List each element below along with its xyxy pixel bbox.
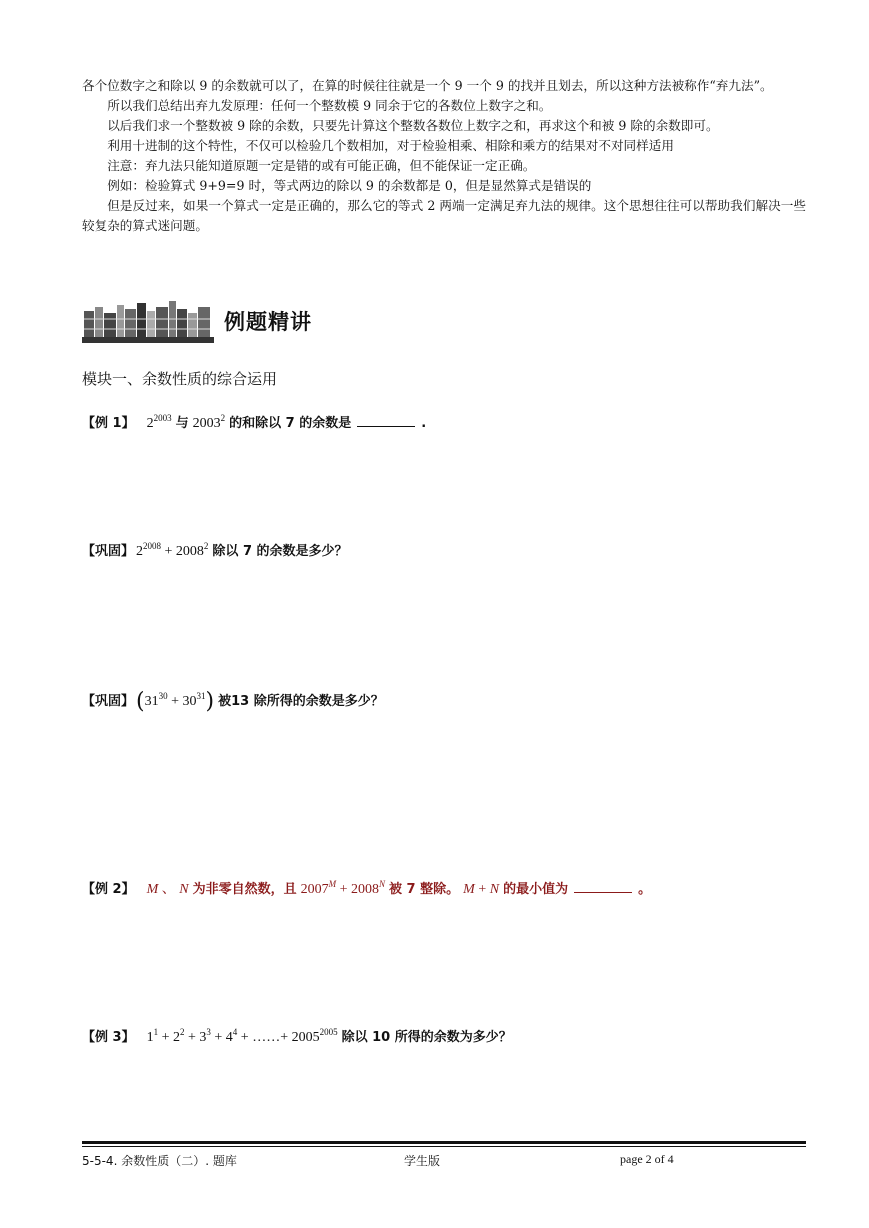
footer-rule (82, 1141, 806, 1144)
base: 31 (144, 694, 159, 709)
math-expression (147, 878, 189, 898)
math-expression (146, 413, 172, 432)
math-expression (463, 882, 499, 898)
exponent: 2 (179, 1027, 185, 1037)
exponent: 31 (196, 691, 206, 701)
intro-paragraph: 所以我们总结出弃九发原理：任何一个整数模 9 同余于它的各数位上数字之和。 (107, 98, 552, 113)
math-expression (146, 1027, 338, 1046)
section-title: 例题精讲 (224, 310, 312, 334)
exponent: 1 (153, 1027, 159, 1037)
question-text: 与 (175, 416, 189, 431)
exponent: 2008 (143, 541, 162, 551)
exponent: 30 (158, 691, 168, 701)
intro-paragraph: 各个位数字之和除以 9 的余数就可以了，在算的时候往往就是一个 9 一个 9 的找并且划去，所以这种方法被称作“弃九法”。 (82, 78, 773, 93)
intro-paragraph: 以后我们求一个整数被 9 除的余数，只要先计算这个整数各数位上数字之和，再求这个和被 9 除的余数即可。 (107, 118, 719, 133)
operator: + (478, 882, 487, 897)
intro-paragraph: 注意：弃九法只能知道原题一定是错的或有可能正确，但不能保证一定正确。 (107, 158, 536, 173)
base: 2008 (351, 882, 380, 897)
answer-blank (357, 414, 415, 427)
operator: + (171, 694, 180, 709)
question-tag: 【例 1】 (82, 416, 135, 431)
variable: N (489, 882, 500, 897)
math-expression (300, 879, 386, 898)
footer-center: 学生版 (404, 1154, 441, 1168)
variable: M (463, 882, 475, 897)
question-tag: 【巩固】 (82, 544, 135, 559)
variable: M (146, 882, 159, 897)
exponent: 2 (220, 413, 226, 423)
separator: 、 (161, 882, 176, 897)
question-end: 。 (638, 882, 652, 897)
question-example-3 (82, 1026, 516, 1046)
open-paren: ( (136, 689, 145, 714)
term: 1 (146, 1030, 154, 1045)
question-tag: 【巩固】 (82, 694, 135, 709)
question-text: 为非零自然数，且 (192, 882, 297, 897)
question-example-1 (82, 412, 430, 432)
base: 2007 (300, 882, 329, 897)
exponent: 2003 (153, 413, 172, 423)
operator: + (164, 544, 173, 559)
question-text: 被 7 整除。 (389, 882, 460, 897)
question-text: 除以 7 的余数是多少？ (212, 544, 348, 559)
footer-rule (82, 1146, 806, 1147)
section-header (82, 296, 442, 346)
term: + 2 (161, 1030, 180, 1045)
exponent: 2005 (319, 1027, 338, 1037)
math-expression (192, 413, 226, 432)
intro-paragraph: 例如：检验算式 9+9=9 时，等式两边的除以 9 的余数都是 0，但是显然算式是错误的 (107, 178, 592, 193)
base: 2 (136, 544, 144, 559)
question-text: 的最小值为 (503, 882, 569, 897)
footer-page-number: page 2 of 4 (620, 1152, 674, 1166)
question-example-2 (82, 878, 655, 898)
answer-blank (574, 880, 632, 893)
question-text: 除以 10 所得的余数为多少？ (341, 1030, 512, 1045)
books-icon (82, 297, 214, 345)
exponent: 3 (206, 1027, 211, 1037)
term: + ……+ 2005 (240, 1030, 320, 1045)
base: 2008 (175, 544, 204, 559)
exponent: M (328, 879, 337, 889)
footer-left: 5-5-4. 余数性质（二）. 题库 (82, 1154, 237, 1168)
question-end: . (421, 416, 427, 431)
question-text: 的和除以 7 的余数是 (229, 416, 352, 431)
question-text: 被13 除所得的余数是多少？ (218, 694, 384, 709)
exponent: 4 (232, 1027, 238, 1037)
math-expression (136, 541, 209, 560)
exponent: N (379, 879, 386, 889)
term: + 4 (214, 1030, 233, 1045)
intro-paragraph: 但是反过来，如果一个算式一定是正确的，那么它的等式 2 两端一定满足弃九法的规律。这个思想往往可以帮助我们解决一些较复杂的算式迷问题。 (82, 198, 806, 233)
base: 2003 (192, 416, 221, 431)
operator: + (339, 882, 348, 897)
intro-paragraph: 利用十进制的这个特性，不仅可以检验几个数相加，对于检验相乘、相除和乘方的结果对不对同样适用 (107, 138, 674, 153)
base: 2 (146, 416, 154, 431)
intro-text (82, 76, 806, 236)
question-practice-2 (82, 689, 388, 714)
variable: N (179, 882, 189, 897)
module-title: 模块一、余数性质的综合运用 (82, 370, 278, 388)
term: + 3 (187, 1030, 207, 1045)
base: 30 (182, 694, 197, 709)
exponent: 2 (203, 541, 209, 551)
question-tag: 【例 3】 (82, 1030, 135, 1045)
close-paren: ) (205, 689, 215, 714)
question-tag: 【例 2】 (82, 882, 135, 897)
question-practice-1 (82, 540, 352, 560)
math-expression (136, 689, 215, 714)
